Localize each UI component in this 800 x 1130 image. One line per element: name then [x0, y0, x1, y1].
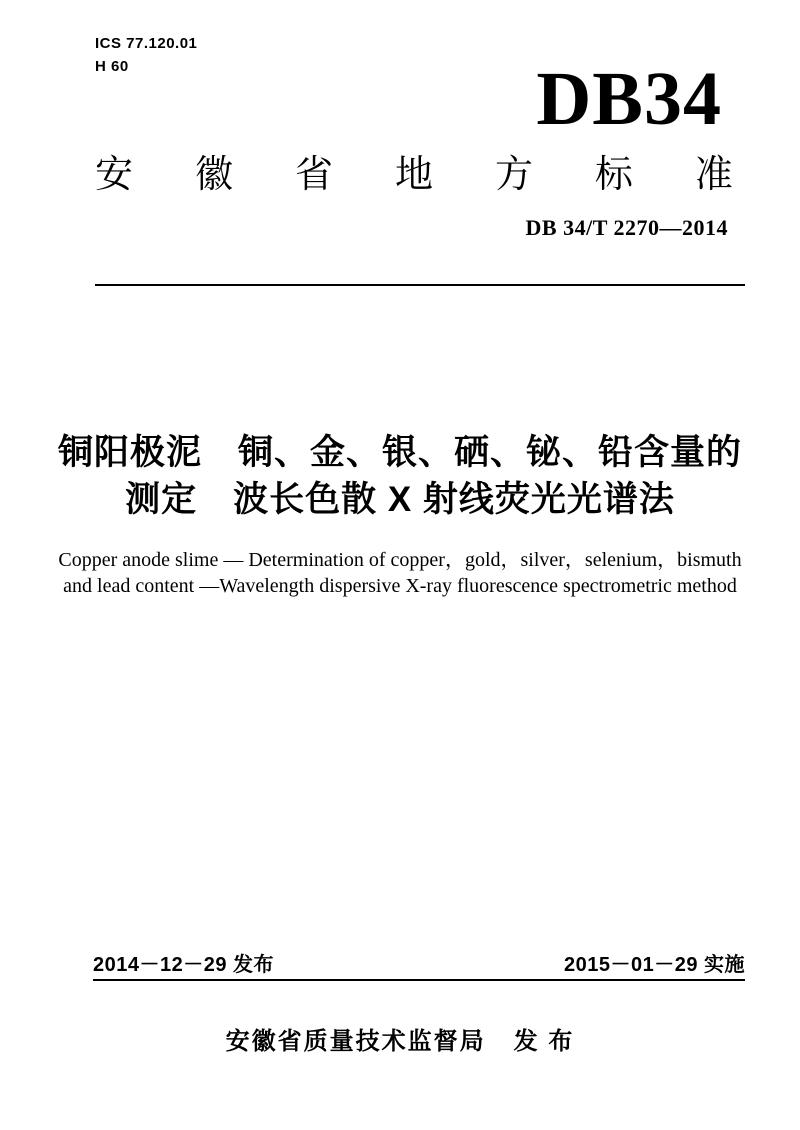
org-title-char: 标: [594, 154, 633, 196]
org-title: [95, 156, 733, 194]
issue-date: 2014－12－29 发布: [93, 954, 275, 976]
org-title-char: 徽: [194, 154, 233, 196]
implement-date: 2015－01－29 实施: [563, 954, 745, 976]
standard-number: DB 34/T 2270—2014: [525, 215, 728, 240]
org-title-char: 方: [494, 154, 533, 196]
document-title-en: [0, 547, 800, 599]
db34-logo: DB34: [536, 57, 722, 141]
document-title-cn-line1: 铜阳极泥 铜、金、银、硒、铋、铅含量的: [57, 433, 742, 472]
publish-label: 发 布: [513, 1028, 575, 1055]
publisher-name: 安徽省质量技术监督局: [225, 1028, 486, 1055]
publisher-row: [0, 1028, 800, 1057]
dates-row: [93, 953, 745, 977]
doc-class-code: H 60: [95, 58, 129, 75]
footer-divider: [93, 979, 745, 981]
document-title-cn-line2: 测定 波长色散 X 射线荧光光谱法: [125, 480, 675, 519]
ics-code: ICS 77.120.01: [95, 35, 198, 52]
document-title-en-line1: Copper anode slime — Determination of copper，gold，silver，selenium，bismuth: [58, 549, 742, 571]
document-title-en-line2: and lead content —Wavelength dispersive X-ray fluorescence spectrometric method: [63, 575, 737, 597]
org-title-char: 地: [394, 154, 433, 196]
header-divider: [95, 284, 745, 286]
org-title-char: 安: [95, 154, 134, 196]
org-title-char: 准: [694, 154, 733, 196]
document-title-cn: [0, 429, 800, 523]
org-title-char: 省: [294, 154, 333, 196]
